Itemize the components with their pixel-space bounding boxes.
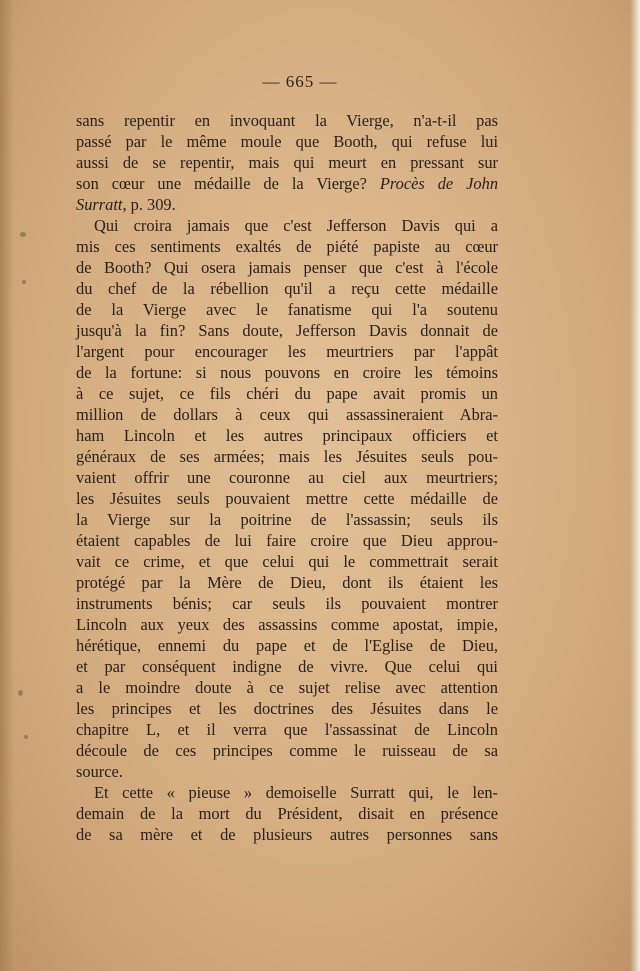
text-line: découle de ces principes comme le ruisseau de sa [76, 741, 498, 760]
text-line: passé par le même moule que Booth, qui refuse lui [76, 132, 498, 151]
text-line: Surratt, p. 309. [76, 195, 176, 214]
text-line: son cœur une médaille de la Vierge? Procès de John [76, 174, 499, 193]
text-line: de la fortune: si nous pouvons en croire les témoins [76, 363, 498, 382]
text-line: sans repentir en invoquant la Vierge, n'a-t-il pas [76, 111, 498, 130]
text-line: de Booth? Qui osera jamais penser que c'est à l'école [76, 258, 498, 277]
text-line: vait ce crime, et que celui qui le commettrait serait [76, 552, 498, 571]
text-line: et par conséquent indigne de vivre. Que celui qui [76, 657, 498, 676]
text-line: Et cette « pieuse » demoiselle Surratt qui, le len- [94, 783, 498, 802]
paper-spot [24, 735, 28, 739]
text-line: du chef de la rébellion qu'il a reçu cette médaille [76, 279, 498, 298]
text-line: les Jésuites seuls pouvaient mettre cette médaille de [76, 489, 498, 508]
text-line: jusqu'à la fin? Sans doute, Jefferson Davis donnait de [76, 321, 498, 340]
paper-spot [20, 232, 26, 237]
text-line: vaient offrir une couronne au ciel aux meurtriers; [76, 468, 498, 487]
text-line: les principes et les doctrines des Jésuites dans le [76, 699, 498, 718]
text-line: Qui croira jamais que c'est Jefferson Davis qui a [94, 216, 498, 235]
paper-spot [18, 690, 23, 696]
text-line: l'argent pour encourager les meurtriers par l'appât [76, 342, 498, 361]
text-line: de sa mère et de plusieurs autres personnes sans [76, 825, 498, 844]
page-edge-shadow [0, 0, 14, 971]
text-line: aussi de se repentir, mais qui meurt en pressant sur [76, 153, 498, 172]
text-line: généraux de ses armées; mais les Jésuites seuls pou- [76, 447, 498, 466]
text-line: Lincoln aux yeux des assassins comme apostat, impie, [76, 615, 498, 634]
text-line: protégé par la Mère de Dieu, dont ils étaient les [76, 573, 498, 592]
body-text [76, 110, 498, 845]
text-line: demain de la mort du Président, disait en présence [76, 804, 498, 823]
text-line: chapitre L, et il verra que l'assassinat de Lincoln [76, 720, 498, 739]
text-line: mis ces sentiments exaltés de piété papiste au cœur [76, 237, 498, 256]
text-line: instruments bénis; car seuls ils pouvaient montrer [76, 594, 498, 613]
text-line: de la Vierge avec le fanatisme qui l'a soutenu [76, 300, 498, 319]
text-line: à ce sujet, ce fils chéri du pape avait promis un [76, 384, 498, 403]
text-line: source. [76, 762, 123, 781]
text-line: a le moindre doute à ce sujet relise avec attention [76, 678, 498, 697]
page-number: — 665 — [262, 72, 338, 91]
text-line: étaient capables de lui faire croire que Dieu approu- [76, 531, 498, 550]
text-line: la Vierge sur la poitrine de l'assassin; seuls ils [76, 510, 498, 529]
text-line: million de dollars à ceux qui assassineraient Abra- [76, 405, 498, 424]
page-edge-highlight [630, 0, 640, 971]
text-line: hérétique, ennemi du pape et de l'Eglise de Dieu, [76, 636, 498, 655]
text-line: ham Lincoln et les autres principaux officiers et [76, 426, 498, 445]
paper-spot [22, 280, 26, 284]
